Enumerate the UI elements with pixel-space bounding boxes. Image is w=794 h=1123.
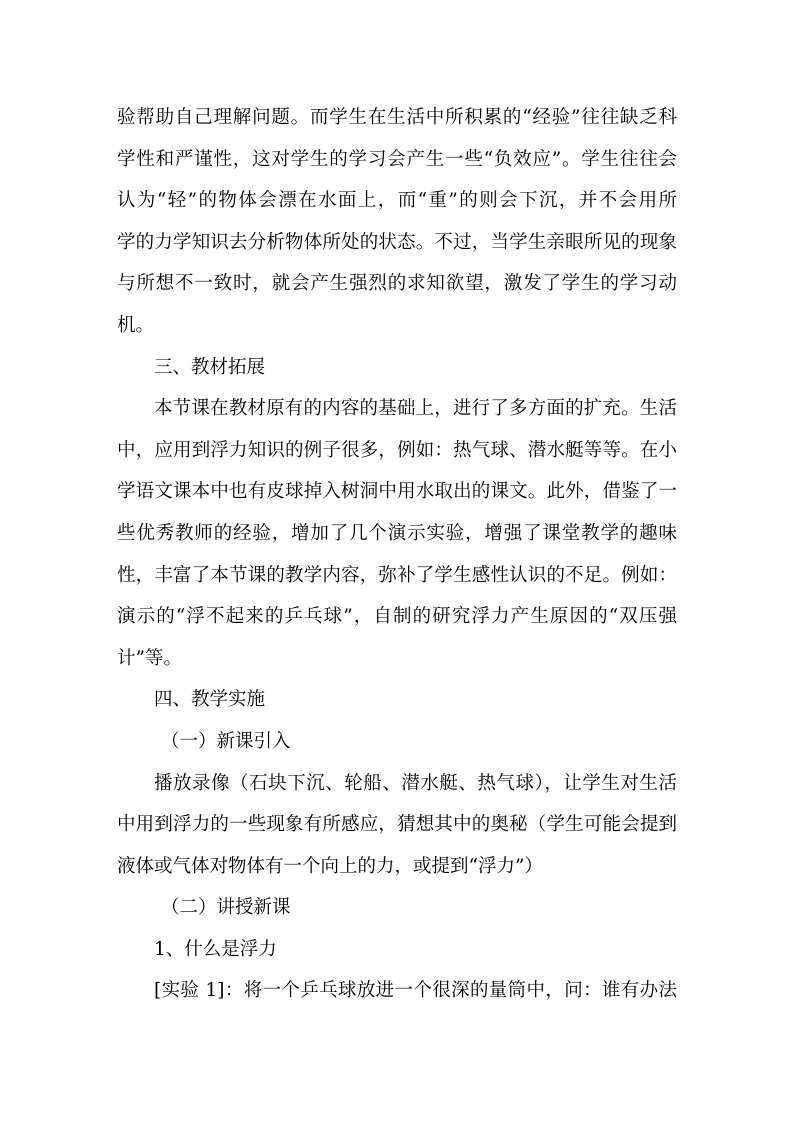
document-body [117, 97, 677, 1012]
paragraph-line: 学语文课本中也有皮球掉入树洞中用水取出的课文。此外，借鉴了一 [117, 481, 677, 503]
subsection-heading: 1、什么是浮力 [154, 938, 277, 960]
paragraph-line: 些优秀教师的经验，增加了几个演示实验，增强了课堂教学的趣味 [117, 522, 677, 544]
paragraph-line: 计”等。 [117, 647, 182, 669]
subsection-heading: （一）新课引入 [161, 730, 291, 752]
paragraph-line: 机。 [117, 314, 155, 336]
paragraph-line: 性，丰富了本节课的教学内容，弥补了学生感性认识的不足。例如： [117, 564, 677, 586]
paragraph-line: 液体或气体对物体有一个向上的力，或提到“浮力”） [117, 855, 543, 877]
paragraph-line: [实验 1]：将一个乒乓球放进一个很深的量筒中，问：谁有办法 [154, 980, 677, 1002]
section-heading: 四、教学实施 [154, 689, 266, 711]
paragraph-line: 中，应用到浮力知识的例子很多，例如：热气球、潜水艇等等。在小 [117, 439, 677, 461]
paragraph-line: 与所想不一致时，就会产生强烈的求知欲望，激发了学生的学习动 [117, 273, 677, 295]
paragraph-line: 学的力学知识去分析物体所处的状态。不过，当学生亲眼所见的现象 [117, 231, 677, 253]
section-heading: 三、教材拓展 [154, 356, 266, 378]
paragraph-line: 播放录像（石块下沉、轮船、潜水艇、热气球），让学生对生活 [154, 772, 677, 794]
paragraph-line: 学性和严谨性，这对学生的学习会产生一些“负效应”。学生往往会 [117, 148, 677, 170]
subsection-heading: （二）讲授新课 [161, 897, 291, 919]
paragraph-line: 本节课在教材原有的内容的基础上，进行了多方面的扩充。生活 [154, 398, 677, 420]
paragraph-line: 认为“轻”的物体会漂在水面上，而“重”的则会下沉，并不会用所 [117, 190, 677, 212]
paragraph-line: 演示的“浮不起来的乒乓球”，自制的研究浮力产生原因的“双压强 [117, 606, 677, 628]
paragraph-line: 中用到浮力的一些现象有所感应，猜想其中的奥秘（学生可能会提到 [117, 814, 677, 836]
paragraph-line: 验帮助自己理解问题。而学生在生活中所积累的“经验”往往缺乏科 [117, 107, 677, 128]
